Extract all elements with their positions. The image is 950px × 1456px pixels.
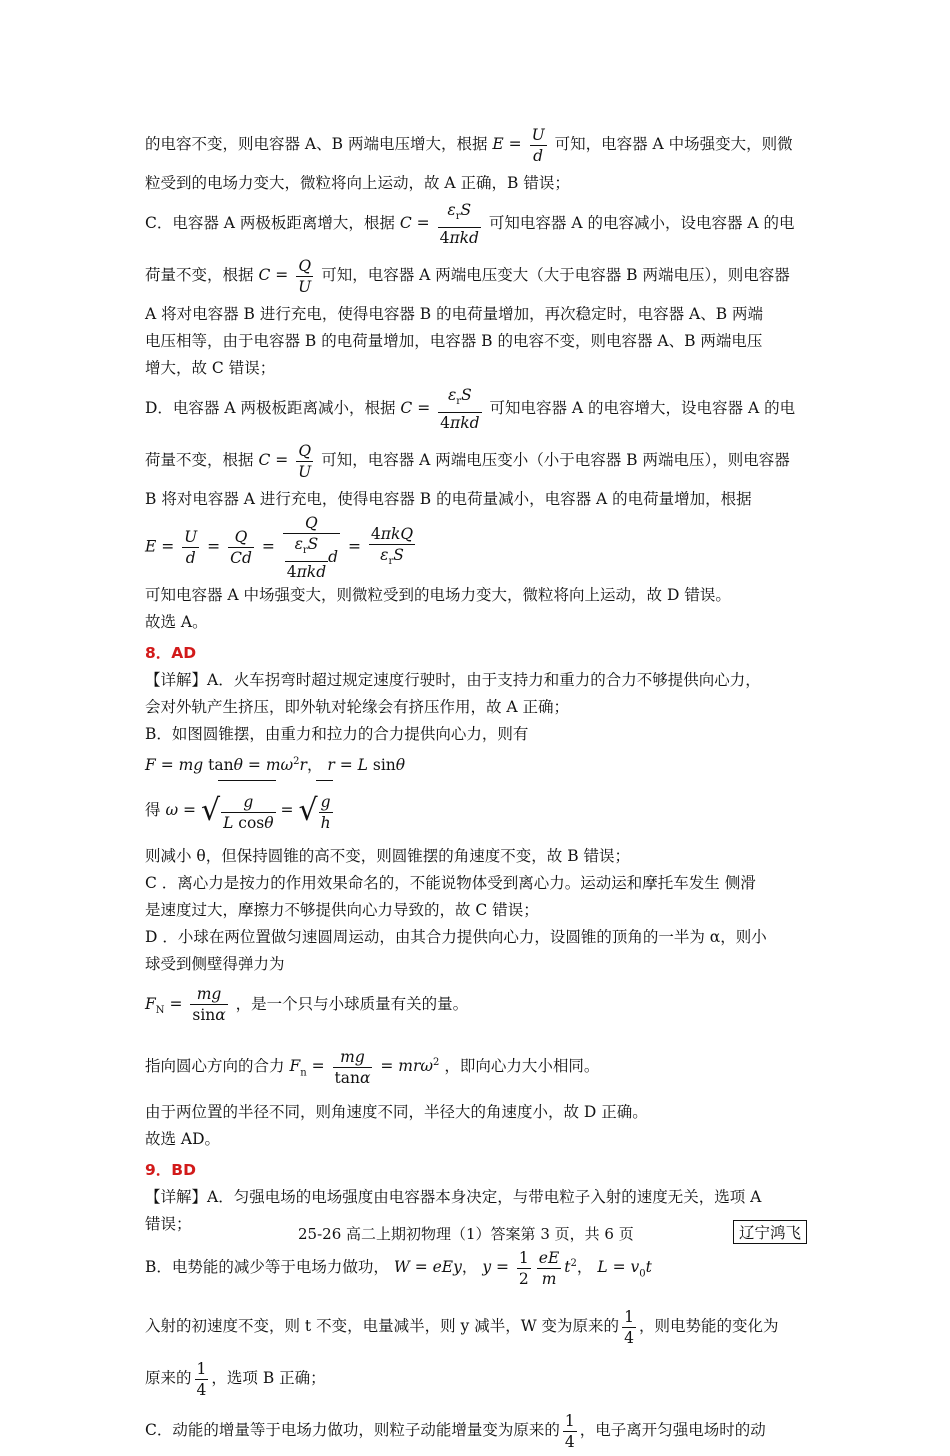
text-line: C．电容器 A 两极板距离增大，根据 C = $\frac{\varepsilon_rS}{\text{4πkd}}$ 可知电容器 A 的电容减小，设电容器 A 的电 — [145, 200, 795, 248]
formula-work: B．电势能的减少等于电场力做功， W = eEy， y = $\frac{1}{2}$ $\frac{eE}{m}$ $t^2$， $L = v_0t$ — [145, 1248, 652, 1288]
formula-cone-pendulum: F = mg $\tan\theta = m\omega^2r$， r = L sinθ — [145, 756, 406, 775]
text-line: 错误； — [145, 1215, 192, 1234]
text-line: 的电容不变，则电容器 A、B 两端电压增大，根据 E = $\frac{U}{d}$ 可知，电容器 A 中场强变大，则微 — [145, 125, 793, 165]
text-line: C．动能的增量等于电场力做功，则粒子动能增量变为原来的 $\frac{1}{4}$ ，电子离开匀强电场时的动 — [145, 1411, 766, 1451]
text-line: C ．离心力是按力的作用效果命名的，不能说物体受到离心力。运动运和摩托车发生 侧滑 — [145, 873, 756, 892]
text-line: 【详解】A．火车拐弯时超过规定速度行驶时，由于支持力和重力的合力不够提供向心力， — [145, 671, 761, 690]
text-line: 由于两位置的半径不同，则角速度不同，半径大的角速度小，故 D 正确。 — [145, 1103, 648, 1122]
publisher-stamp: 辽宁鸿飞 — [733, 1220, 807, 1244]
question-8-heading: 8．AD — [145, 644, 197, 663]
text-line: 可知电容器 A 中场强变大，则微粒受到的电场力变大，微粒将向上运动，故 D 错误。 — [145, 586, 731, 605]
question-9-heading: 9．BD — [145, 1161, 196, 1180]
text-line: 增大，故 C 错误； — [145, 359, 276, 377]
text-line: 故选 A。 — [145, 613, 208, 632]
page-footer: 25-26 高二上期初物理（1）答案第 3 页，共 6 页 — [298, 1225, 634, 1243]
text-line: 电压相等，由于电容器 B 的电荷量增加，电容器 B 的电容不变，则电容器 A、B 两端电压 — [145, 332, 763, 350]
text-line: A 将对电容器 B 进行充电，使得电容器 B 的电荷量增加，再次稳定时，电容器 A、B 两端 — [145, 305, 764, 323]
text-line: 粒受到的电场力变大，微粒将向上运动，故 A 正确，B 错误； — [145, 174, 570, 192]
text-line: B．如图圆锥摆，由重力和拉力的合力提供向心力，则有 — [145, 725, 529, 744]
text-line: B 将对电容器 A 进行充电，使得电容器 B 的电荷量减小，电容器 A 的电荷量增加，根据 — [145, 490, 752, 508]
text-line: D ．小球在两位置做匀速圆周运动，由其合力提供向心力，设圆锥的顶角的一半为 α，则小 — [145, 927, 767, 946]
formula-normal-force: $F_N$ = $\frac{mg}{\sin\alpha}$ ，是一个只与小球质量有关的量。 — [145, 985, 469, 1025]
text-line: 则减小 θ，但保持圆锥的高不变，则圆锥摆的角速度不变，故 B 错误； — [145, 846, 631, 865]
text-line: 入射的初速度不变，则 t 不变，电量减半，则 y 减半，W 变为原来的 $\frac{1}{4}$ ，则电势能的变化为 — [145, 1307, 779, 1347]
formula-omega: 得 ω = √ $\frac{g}{\text{L cosθ}}$ = √ $\frac{g}{h}$ — [145, 779, 813, 843]
text-line: 原来的 $\frac{1}{4}$ ，选项 B 正确； — [145, 1359, 326, 1399]
text-line: 会对外轨产生挤压，即外轨对轮缘会有挤压作用，故 A 正确； — [145, 698, 570, 717]
text-line: 【详解】A．匀强电场的电场强度由电容器本身决定，与带电粒子入射的速度无关，选项 A — [145, 1188, 762, 1207]
text-line: 球受到侧壁得弹力为 — [145, 954, 285, 973]
formula-field-strength: E = $\frac{U}{d}$ = $\frac{Q}{Cd}$ = Q $\frac{\varepsilon_rS}{\text{4πkd}}$ d = $\frac{\text{4πkQ}}{\varepsilon_rS}$ — [145, 514, 414, 582]
text-line: D．电容器 A 两极板距离减小，根据 C = $\frac{\varepsilon_rS}{\text{4πkd}}$ 可知电容器 A 的电容增大，设电容器 A 的电 — [145, 385, 796, 433]
answer-page-body — [145, 118, 813, 1456]
text-line: 是速度过大，摩擦力不够提供向心力导致的，故 C 错误； — [145, 900, 539, 919]
formula-net-force: 指向圆心方向的合力 $F_n$ = $\frac{mg}{\tan\alpha}$ = mrω$^2$ ，即向心力大小相同。 — [145, 1047, 600, 1087]
text-line: 故选 AD。 — [145, 1130, 221, 1149]
text-line: 荷量不变，根据 C = $\frac{Q}{U}$ 可知，电容器 A 两端电压变小（小于电容器 B 两端电压），则电容器 — [145, 441, 790, 481]
text-line: 荷量不变，根据 C = $\frac{Q}{U}$ 可知，电容器 A 两端电压变大（大于电容器 B 两端电压），则电容器 — [145, 256, 790, 296]
